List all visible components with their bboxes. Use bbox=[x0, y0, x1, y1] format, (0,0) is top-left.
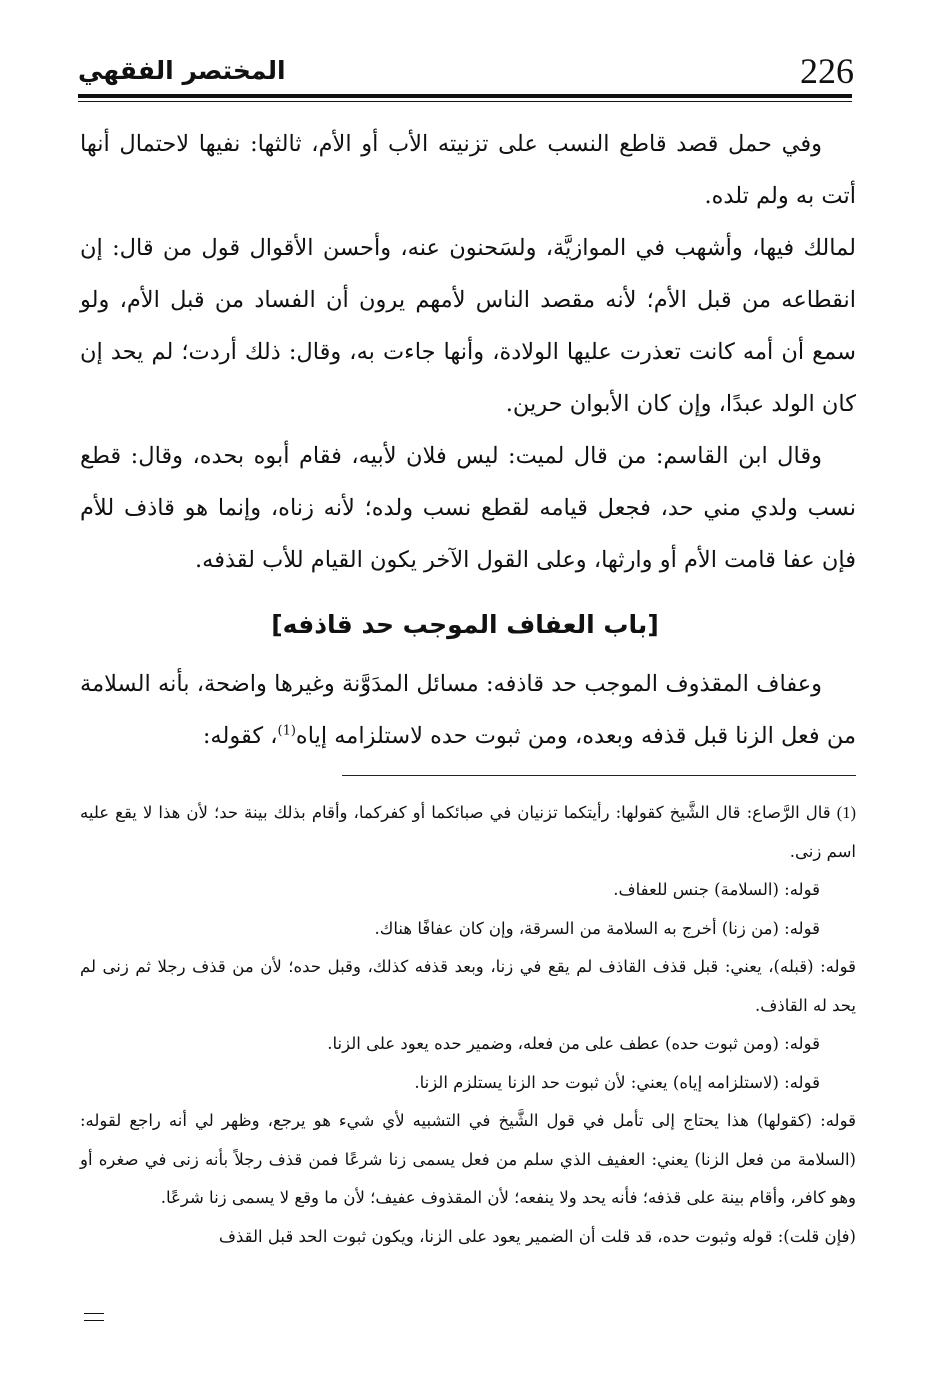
section-heading: [باب العفاف الموجب حد قاذفه] bbox=[271, 610, 659, 639]
header-rule-thin bbox=[78, 101, 852, 102]
paragraph-3: وقال ابن القاسم: من قال لميت: ليس فلان لأبيه، فقام أبوه بحده، وقال: قطع نسب ولدي مني حد، فجعل قيامه لقطع نسب ولده؛ لأنه زناه، وإنما هو قاذف للأم فإن عفا قامت الأم أو وارثها، وعلى القول الآخر يكون القيام للأب لقذفه. bbox=[80, 443, 856, 573]
page-header bbox=[78, 48, 860, 94]
footnote-line-3: قوله: (من زنا) أخرج به السلامة من السرقة، وإن كان عفافًا هناك. bbox=[374, 918, 820, 938]
section-text bbox=[80, 658, 856, 762]
paragraph-1: وفي حمل قصد قاطع النسب على تزنيته الأب أو الأم، ثالثها: نفيها لاحتمال أنها أتت به ولم تلده. bbox=[80, 131, 856, 209]
footnote-marker: (1) bbox=[836, 803, 856, 822]
footnote-1-text: قال الرَّصاع: قال الشَّيخ كقولها: رأيتكما تزنيان في صبائكما أو كفركما، وأقام بذلك بينة حد؛ لأن هذا لا يقع عليه اسم زنى. bbox=[80, 803, 856, 861]
paragraph-2: لمالك فيها، وأشهب في الموازيَّة، ولسَحنون عنه، وأحسن الأقوال قول من قال: إن انقطاعه من قبل الأم؛ لأنه مقصد الناس لأمهم يرون أن الفساد من قبل الأم، ولو سمع أن أمه كانت تعذرت عليها الولادة، وأنها جاءت به، وقال: ذلك أردت؛ لم يحد إن كان الولد عبدًا، وإن كان الأبوان حرين. bbox=[80, 235, 856, 417]
footnotes bbox=[80, 794, 856, 1256]
footnote-line-2: قوله: (السلامة) جنس للعفاف. bbox=[613, 880, 820, 899]
footnote-line-6: قوله: (لاستلزامه إياه) يعني: لأن ثبوت حد الزنا يستلزم الزنا. bbox=[414, 1072, 820, 1092]
paragraph-4 bbox=[80, 658, 856, 762]
running-title: المختصر الفقهي bbox=[78, 56, 286, 85]
footnote-ref: (1) bbox=[277, 723, 296, 739]
paragraph-4-text: وعفاف المقذوف الموجب حد قاذفه: مسائل المدَوَّنة وغيرها واضحة، بأنه السلامة من فعل الزنا قبل قذفه وبعده، ومن ثبوت حده لاستلزامه إياه bbox=[80, 671, 856, 749]
page-number: 226 bbox=[800, 51, 854, 91]
continuation-mark bbox=[84, 1313, 104, 1321]
paragraph-4-end: ، كقوله: bbox=[202, 723, 278, 749]
footnote-line-5: قوله: (ومن ثبوت حده) عطف على من فعله، وضمير حده يعود على الزنا. bbox=[327, 1034, 820, 1053]
footnote-line-4: قوله: (قبله)، يعني: قبل قذف القاذف لم يقع في زنا، وبعد قذفه كذلك، وقبل حده؛ لأن من قذف رجلا ثم زنى لم يحد له القاذف. bbox=[80, 957, 856, 1015]
footnote-line-8: (فإن قلت): قوله وثبوت حده، قد قلت أن الضمير يعود على الزنا، ويكون ثبوت الحد قبل القذف bbox=[218, 1226, 856, 1246]
footnote-divider bbox=[342, 775, 856, 776]
footnote-1 bbox=[80, 794, 856, 871]
footnote-line-7: قوله: (كقولها) هذا يحتاج إلى تأمل في قول الشَّيخ في التشبيه لأي شيء هو يرجع، وظهر لي أنه راجع لقوله: (السلامة من فعل الزنا) يعني: العفيف الذي سلم من فعل يسمى زنا شرعًا فمن قذف رجلاً بأنه زنى في صغره أو وهو كافر، وأقام بينة على قذفه؛ فأنه يحد ولا ينفعه؛ لأن المقذوف عفيف؛ لأن ما وقع لا يسمى زنا شرعًا. bbox=[80, 1111, 856, 1207]
header-rule-thick bbox=[78, 94, 852, 98]
main-text bbox=[80, 118, 856, 586]
